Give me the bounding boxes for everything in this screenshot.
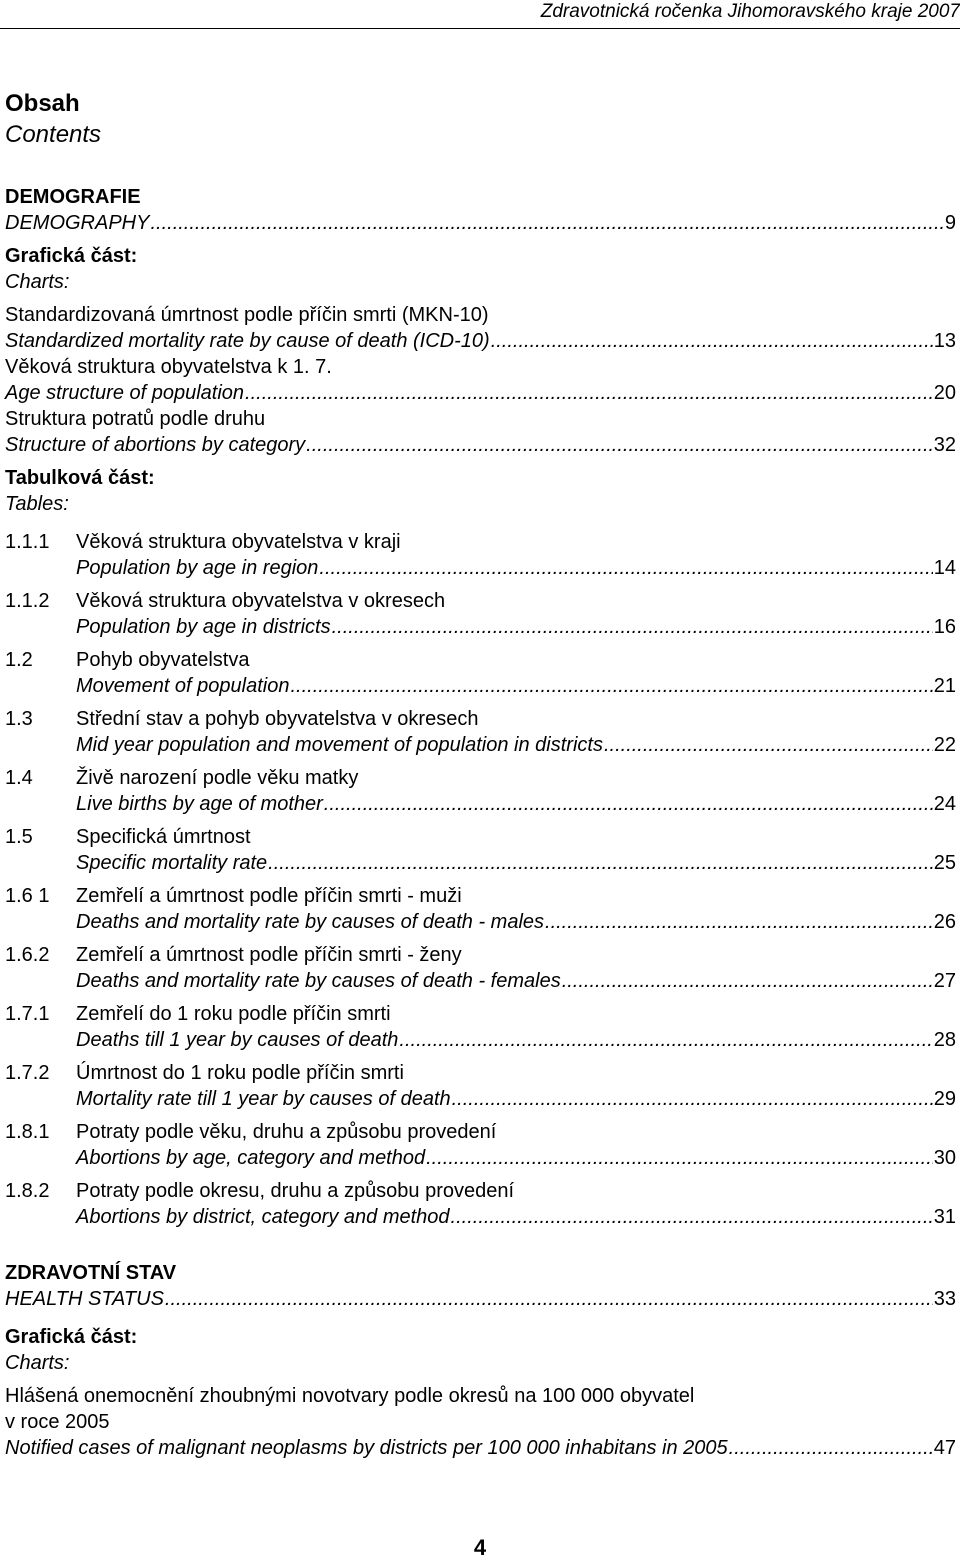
dot-leader [268,850,933,876]
dot-leader [245,380,933,406]
page-ref: 9 [944,212,956,234]
table-title-cz: Věková struktura obyvatelstva v okresech [76,590,446,612]
table-number: 1.1.2 [5,590,50,612]
toc-entry-table[interactable] [5,942,956,994]
table-title-cz: Střední stav a pohyb obyvatelstva v okresech [76,708,479,730]
page-ref: 33 [933,1288,956,1310]
chart-title-cz: Věková struktura obyvatelstva k 1. 7. [5,356,332,378]
table-title-cz: Pohyb obyvatelstva [76,649,250,671]
toc-entry-table[interactable] [5,883,956,935]
header-rule [0,28,960,29]
page-ref: 22 [933,734,956,756]
section-heading-demography-cz: DEMOGRAFIE [5,186,141,208]
table-title-en: Deaths till 1 year by causes of death [76,1029,399,1051]
table-title-en: Population by age in districts [76,616,331,638]
health-charts-heading-en: Charts: [5,1352,70,1374]
page-ref: 20 [933,382,956,404]
page-ref: 26 [933,911,956,933]
toc-entry-table[interactable] [5,765,956,817]
page-ref: 29 [933,1088,956,1110]
table-title-cz: Zemřelí do 1 roku podle příčin smrti [76,1003,391,1025]
table-title-en: Abortions by district, category and method [76,1206,450,1228]
toc-entry-table[interactable] [5,824,956,876]
table-title-cz: Živě narození podle věku matky [76,767,359,789]
page-number: 4 [473,1535,487,1560]
table-title-cz: Potraty podle okresu, druhu a způsobu provedení [76,1180,515,1202]
table-number: 1.8.1 [5,1121,50,1143]
table-title-en-row [76,1027,956,1053]
charts-heading-en: Charts: [5,271,70,293]
table-title-en-row [76,732,956,758]
table-number: 1.8.2 [5,1180,50,1202]
dot-leader [562,968,933,994]
chart-title-en-row [5,380,956,406]
table-number: 1.7.1 [5,1003,50,1025]
page-ref: 27 [933,970,956,992]
dot-leader [729,1435,933,1461]
health-chart-title-en: Notified cases of malignant neoplasms by districts per 100 000 inhabitans in 2005 [5,1437,728,1459]
table-title-en: Deaths and mortality rate by causes of death - males [76,911,545,933]
dot-leader [290,673,932,699]
page-ref: 30 [933,1147,956,1169]
table-title-en-row [76,1086,956,1112]
table-title-cz: Úmrtnost do 1 roku podle příčin smrti [76,1062,404,1084]
chart-title-cz: Struktura potratů podle druhu [5,408,266,430]
toc-entry-table[interactable] [5,588,956,640]
table-title-en-row [76,1145,956,1171]
chart-title-en-row [5,432,956,458]
table-title-cz: Specifická úmrtnost [76,826,251,848]
dot-leader [451,1204,933,1230]
health-charts-heading-cz: Grafická část: [5,1326,138,1348]
page-ref: 24 [933,793,956,815]
dot-leader [306,432,933,458]
running-header: Zdravotnická ročenka Jihomoravského kraje 2007 [540,1,960,22]
charts-heading-cz: Grafická část: [5,245,138,267]
toc-entry-table[interactable] [5,1178,956,1230]
table-title-en-row [76,1204,956,1230]
health-chart-title-cz-line1: Hlášená onemocnění zhoubnými novotvary podle okresů na 100 000 obyvatel [5,1385,695,1407]
table-title-en: Movement of population [76,675,290,697]
page-ref: 21 [933,675,956,697]
table-title-cz: Zemřelí a úmrtnost podle příčin smrti - ženy [76,944,462,966]
toc-title-cz: Obsah [5,90,80,117]
section-heading-demography-en: DEMOGRAPHY [5,212,150,234]
table-title-en: Abortions by age, category and method [76,1147,426,1169]
toc-entry-table[interactable] [5,647,956,699]
demography-charts-list [5,302,956,458]
table-title-en: Mortality rate till 1 year by causes of death [76,1088,451,1110]
dot-leader [545,909,933,935]
table-title-cz: Věková struktura obyvatelstva v kraji [76,531,401,553]
page-ref: 28 [933,1029,956,1051]
table-number: 1.6 1 [5,885,50,907]
chart-title-en: Structure of abortions by category [5,434,306,456]
table-title-en: Deaths and mortality rate by causes of death - females [76,970,561,992]
tables-heading-cz: Tabulková část: [5,467,155,489]
dot-leader [332,614,933,640]
table-number: 1.6.2 [5,944,50,966]
dot-leader [319,555,932,581]
table-title-en-row [76,968,956,994]
table-number: 1.5 [5,826,33,848]
table-title-en-row [76,673,956,699]
chart-title-en: Standardized mortality rate by cause of death (ICD-10) [5,330,490,352]
dot-leader [604,732,933,758]
toc-entry-chart[interactable] [5,302,956,354]
dot-leader [165,1286,933,1312]
dot-leader [491,328,933,354]
table-title-en-row [76,555,956,581]
toc-title-en: Contents [5,121,102,148]
table-title-en-row [76,850,956,876]
table-title-cz: Zemřelí a úmrtnost podle příčin smrti - muži [76,885,462,907]
toc-entry-health[interactable] [5,1286,956,1312]
toc-entry-chart[interactable] [5,354,956,406]
page-ref: 47 [933,1437,956,1459]
toc-entry-table[interactable] [5,1001,956,1053]
dot-leader [452,1086,933,1112]
table-number: 1.2 [5,649,33,671]
page-ref: 32 [933,434,956,456]
table-of-contents [5,88,956,1461]
table-title-en: Mid year population and movement of population in districts [76,734,603,756]
chart-title-en-row [5,328,956,354]
dot-leader [324,791,933,817]
health-chart-title-cz-line2: v roce 2005 [5,1411,110,1433]
toc-entry-chart[interactable] [5,406,956,458]
page-ref: 25 [933,852,956,874]
toc-entry-table[interactable] [5,1119,956,1171]
health-chart-title-en-row [5,1435,956,1461]
tables-heading-en: Tables: [5,493,69,515]
page-ref: 14 [933,557,956,579]
table-title-en-row [76,791,956,817]
dot-leader [426,1145,933,1171]
table-number: 1.3 [5,708,33,730]
page-ref: 16 [933,616,956,638]
table-title-en: Live births by age of mother [76,793,323,815]
dot-leader [399,1027,932,1053]
table-title-cz: Potraty podle věku, druhu a způsobu provedení [76,1121,497,1143]
chart-title-cz: Standardizovaná úmrtnost podle příčin smrti (MKN-10) [5,304,489,326]
toc-entry-table[interactable] [5,706,956,758]
table-number: 1.1.1 [5,531,50,553]
table-title-en: Specific mortality rate [76,852,268,874]
demography-tables-list [5,529,956,1230]
table-number: 1.7.2 [5,1062,50,1084]
chart-title-en: Age structure of population [5,382,245,404]
table-title-en: Population by age in region [76,557,319,579]
section-heading-health-cz: ZDRAVOTNÍ STAV [5,1262,177,1284]
section-heading-health-en: HEALTH STATUS [5,1288,164,1310]
toc-entry-table[interactable] [5,529,956,581]
dot-leader [150,210,943,236]
table-title-en-row [76,614,956,640]
page-ref: 13 [933,330,956,352]
table-title-en-row [76,909,956,935]
toc-entry-demography[interactable] [5,210,956,236]
toc-entry-health-chart[interactable] [5,1383,956,1461]
toc-entry-table[interactable] [5,1060,956,1112]
page-ref: 31 [933,1206,956,1228]
table-number: 1.4 [5,767,33,789]
